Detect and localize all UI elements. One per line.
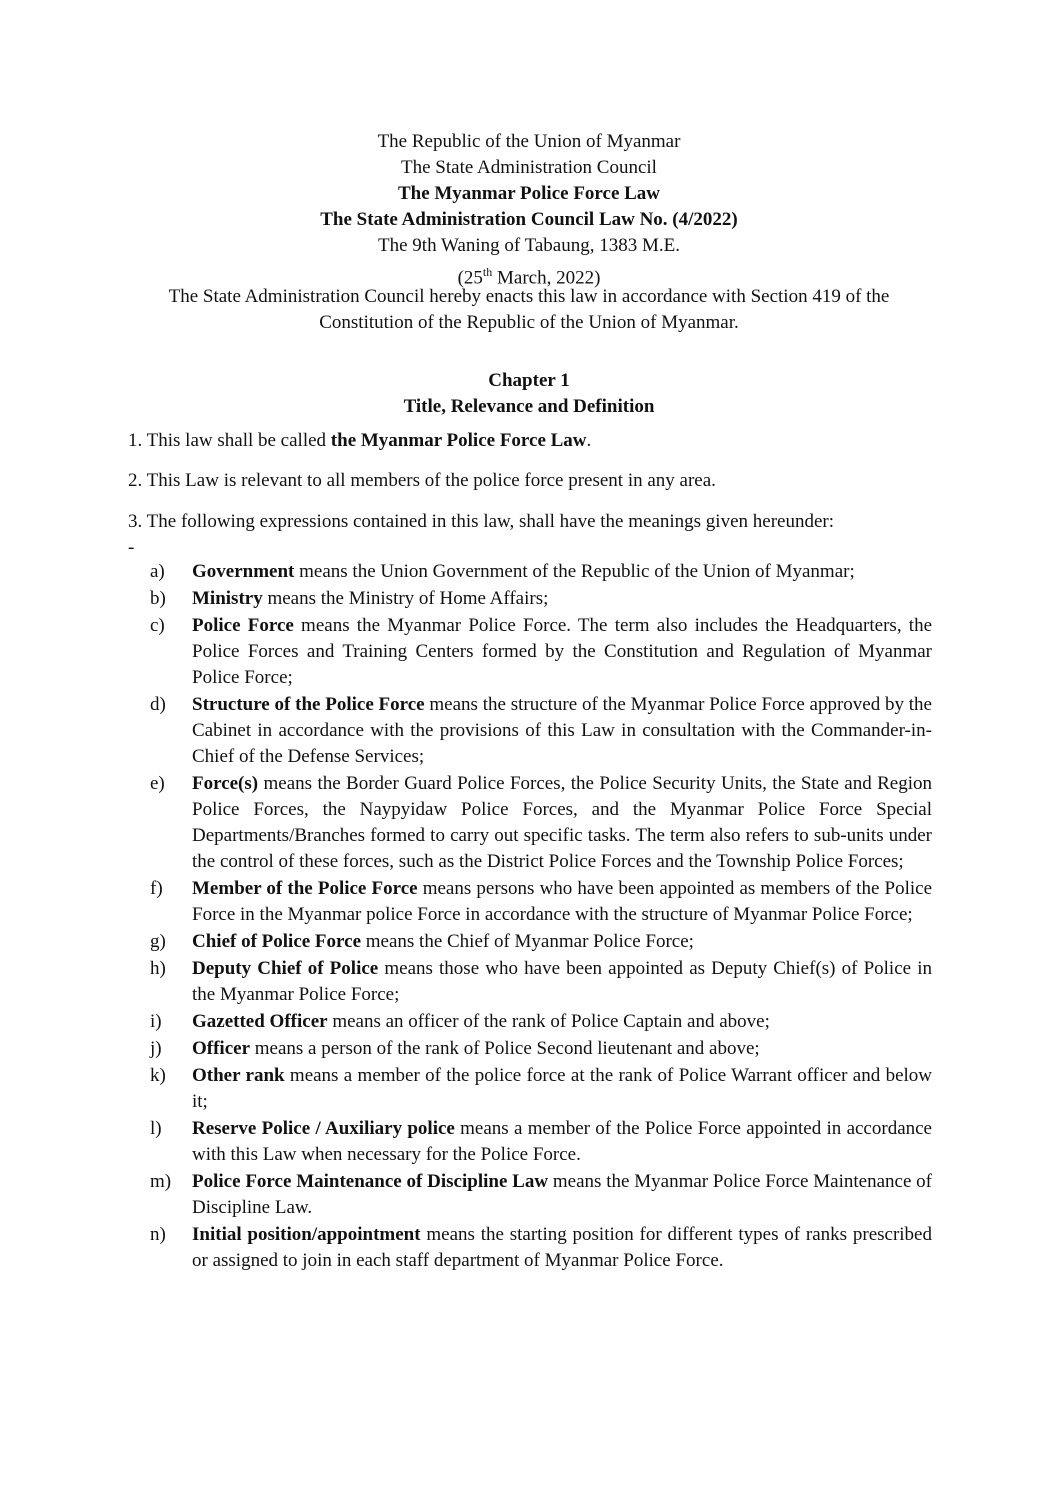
definition-body: means a member of the Police Force appointed in accordance with this Law when necessary for the Police Force. bbox=[192, 1118, 932, 1165]
definition-term: Ministry bbox=[192, 588, 263, 609]
definition-body: means the Myanmar Police Force. The term also includes the Headquarters, the Police Forces and Training Centers formed by the Constitution and Regulation of Myanmar Police Force; bbox=[192, 615, 933, 688]
definition-item bbox=[150, 613, 932, 691]
definition-item bbox=[150, 771, 932, 875]
definition-body: means the Chief of Myanmar Police Force; bbox=[361, 931, 694, 952]
definition-label: b) bbox=[150, 588, 166, 609]
definition-item bbox=[150, 1036, 932, 1062]
definition-term: Government bbox=[192, 561, 295, 582]
definition-body: means the Myanmar Police Force Maintenance of Discipline Law. bbox=[192, 1171, 933, 1218]
definition-label: i) bbox=[150, 1011, 162, 1032]
definition-text bbox=[192, 1116, 932, 1168]
chapter-heading bbox=[0, 368, 1058, 420]
definition-term: Police Force Maintenance of Discipline Law bbox=[192, 1171, 549, 1192]
definition-item bbox=[150, 876, 932, 928]
definition-text bbox=[192, 1222, 932, 1274]
definition-label: h) bbox=[150, 958, 166, 979]
definition-body: means an officer of the rank of Police Captain and above; bbox=[327, 1011, 770, 1032]
definition-body: means the Ministry of Home Affairs; bbox=[262, 588, 549, 609]
council-name: The State Administration Council bbox=[401, 157, 657, 178]
section-3: 3. The following expressions contained in this law, shall have the meanings given hereunder: bbox=[128, 511, 834, 532]
definition-label: l) bbox=[150, 1118, 162, 1139]
definition-text bbox=[192, 586, 932, 612]
section-2: 2. This Law is relevant to all members of the police force present in any area. bbox=[128, 470, 716, 491]
chapter-number: Chapter 1 bbox=[488, 370, 570, 391]
definition-term: Member of the Police Force bbox=[192, 878, 418, 899]
definition-item bbox=[150, 586, 932, 612]
definition-term: Reserve Police / Auxiliary police bbox=[192, 1118, 455, 1139]
definition-term: Deputy Chief of Police bbox=[192, 958, 379, 979]
definition-text bbox=[192, 1036, 932, 1062]
definition-body: means persons who have been appointed as members of the Police Force in the Myanmar police Force in accordance with the structure of Myanmar Police Force; bbox=[192, 878, 933, 925]
definition-body: means those who have been appointed as Deputy Chief(s) of Police in the Myanmar Police Force; bbox=[192, 958, 932, 1005]
definition-body: means the starting position for different types of ranks prescribed or assigned to join in each staff department of Myanmar Police Force. bbox=[192, 1224, 932, 1271]
definition-text bbox=[192, 1009, 932, 1035]
definition-text bbox=[192, 876, 932, 928]
definition-body: means the structure of the Myanmar Police Force approved by the Cabinet in accordance with the provisions of this Law in consultation with the Commander-in-Chief of the Defense Services; bbox=[192, 694, 932, 767]
definitions-list bbox=[150, 559, 932, 1275]
definition-label: k) bbox=[150, 1065, 166, 1086]
definition-label: g) bbox=[150, 931, 166, 952]
definition-label: d) bbox=[150, 694, 166, 715]
republic-name: The Republic of the Union of Myanmar bbox=[377, 131, 681, 152]
definition-label: m) bbox=[150, 1171, 172, 1192]
definition-text bbox=[192, 559, 932, 585]
definition-term: Gazetted Officer bbox=[192, 1011, 328, 1032]
chapter-title: Title, Relevance and Definition bbox=[403, 396, 655, 417]
section-3-dash: - bbox=[128, 537, 135, 558]
document-header bbox=[0, 129, 1058, 291]
definition-item bbox=[150, 1169, 932, 1221]
law-title: The Myanmar Police Force Law bbox=[397, 183, 661, 204]
definition-label: c) bbox=[150, 615, 165, 636]
definition-label: e) bbox=[150, 773, 165, 794]
definition-text bbox=[192, 613, 932, 691]
definition-text bbox=[192, 692, 932, 770]
section-1-period: . bbox=[586, 430, 592, 451]
definition-item bbox=[150, 1222, 932, 1274]
definition-term: Chief of Police Force bbox=[192, 931, 361, 952]
definition-item bbox=[150, 1063, 932, 1115]
definition-label: j) bbox=[150, 1038, 162, 1059]
definition-item bbox=[150, 692, 932, 770]
definition-text bbox=[192, 771, 932, 875]
lunar-date: The 9th Waning of Tabaung, 1383 M.E. bbox=[378, 235, 680, 256]
definition-item bbox=[150, 1116, 932, 1168]
definition-term: Force(s) bbox=[192, 773, 259, 794]
definition-item bbox=[150, 956, 932, 1008]
definition-term: Initial position/appointment bbox=[192, 1224, 421, 1245]
date-open: (25 bbox=[457, 267, 483, 289]
definition-text bbox=[192, 1169, 932, 1221]
definition-label: n) bbox=[150, 1224, 166, 1245]
definition-body: means a person of the rank of Police Second lieutenant and above; bbox=[250, 1038, 760, 1059]
definition-body: means the Border Guard Police Forces, the Police Security Units, the State and Region Police Forces, the Naypyidaw Police Forces, and the Myanmar Police Force Special Departments/Branches formed to carry out specific tasks. The term also refers to sub-units under the control of these forces, such as the District Police Forces and the Township Police Forces; bbox=[192, 773, 932, 872]
definition-text bbox=[192, 1063, 932, 1115]
definition-term: Police Force bbox=[192, 615, 294, 636]
section-1-text: 1. This law shall be called bbox=[128, 430, 331, 451]
definition-body: means a member of the police force at the rank of Police Warrant officer and below it; bbox=[192, 1065, 932, 1112]
definition-item bbox=[150, 559, 932, 585]
date-superscript: th bbox=[482, 265, 493, 279]
definition-label: f) bbox=[150, 878, 163, 899]
definition-item bbox=[150, 1009, 932, 1035]
definition-body: means the Union Government of the Republic of the Union of Myanmar; bbox=[294, 561, 855, 582]
definition-term: Other rank bbox=[192, 1065, 285, 1086]
definition-term: Structure of the Police Force bbox=[192, 694, 425, 715]
definition-label: a) bbox=[150, 561, 165, 582]
definition-item bbox=[150, 929, 932, 955]
section-1-law-name: the Myanmar Police Force Law bbox=[330, 430, 587, 451]
law-number: The State Administration Council Law No. (4/2022) bbox=[320, 209, 738, 230]
definition-text bbox=[192, 956, 932, 1008]
definition-term: Officer bbox=[192, 1038, 251, 1059]
date-close: March, 2022) bbox=[492, 267, 601, 289]
definition-text bbox=[192, 929, 932, 955]
section-1 bbox=[128, 428, 932, 454]
enactment-statement: The State Administration Council hereby enacts this law in accordance with Section 419 of the Constitution of the Republic of the Union of Myanmar. bbox=[168, 286, 890, 333]
